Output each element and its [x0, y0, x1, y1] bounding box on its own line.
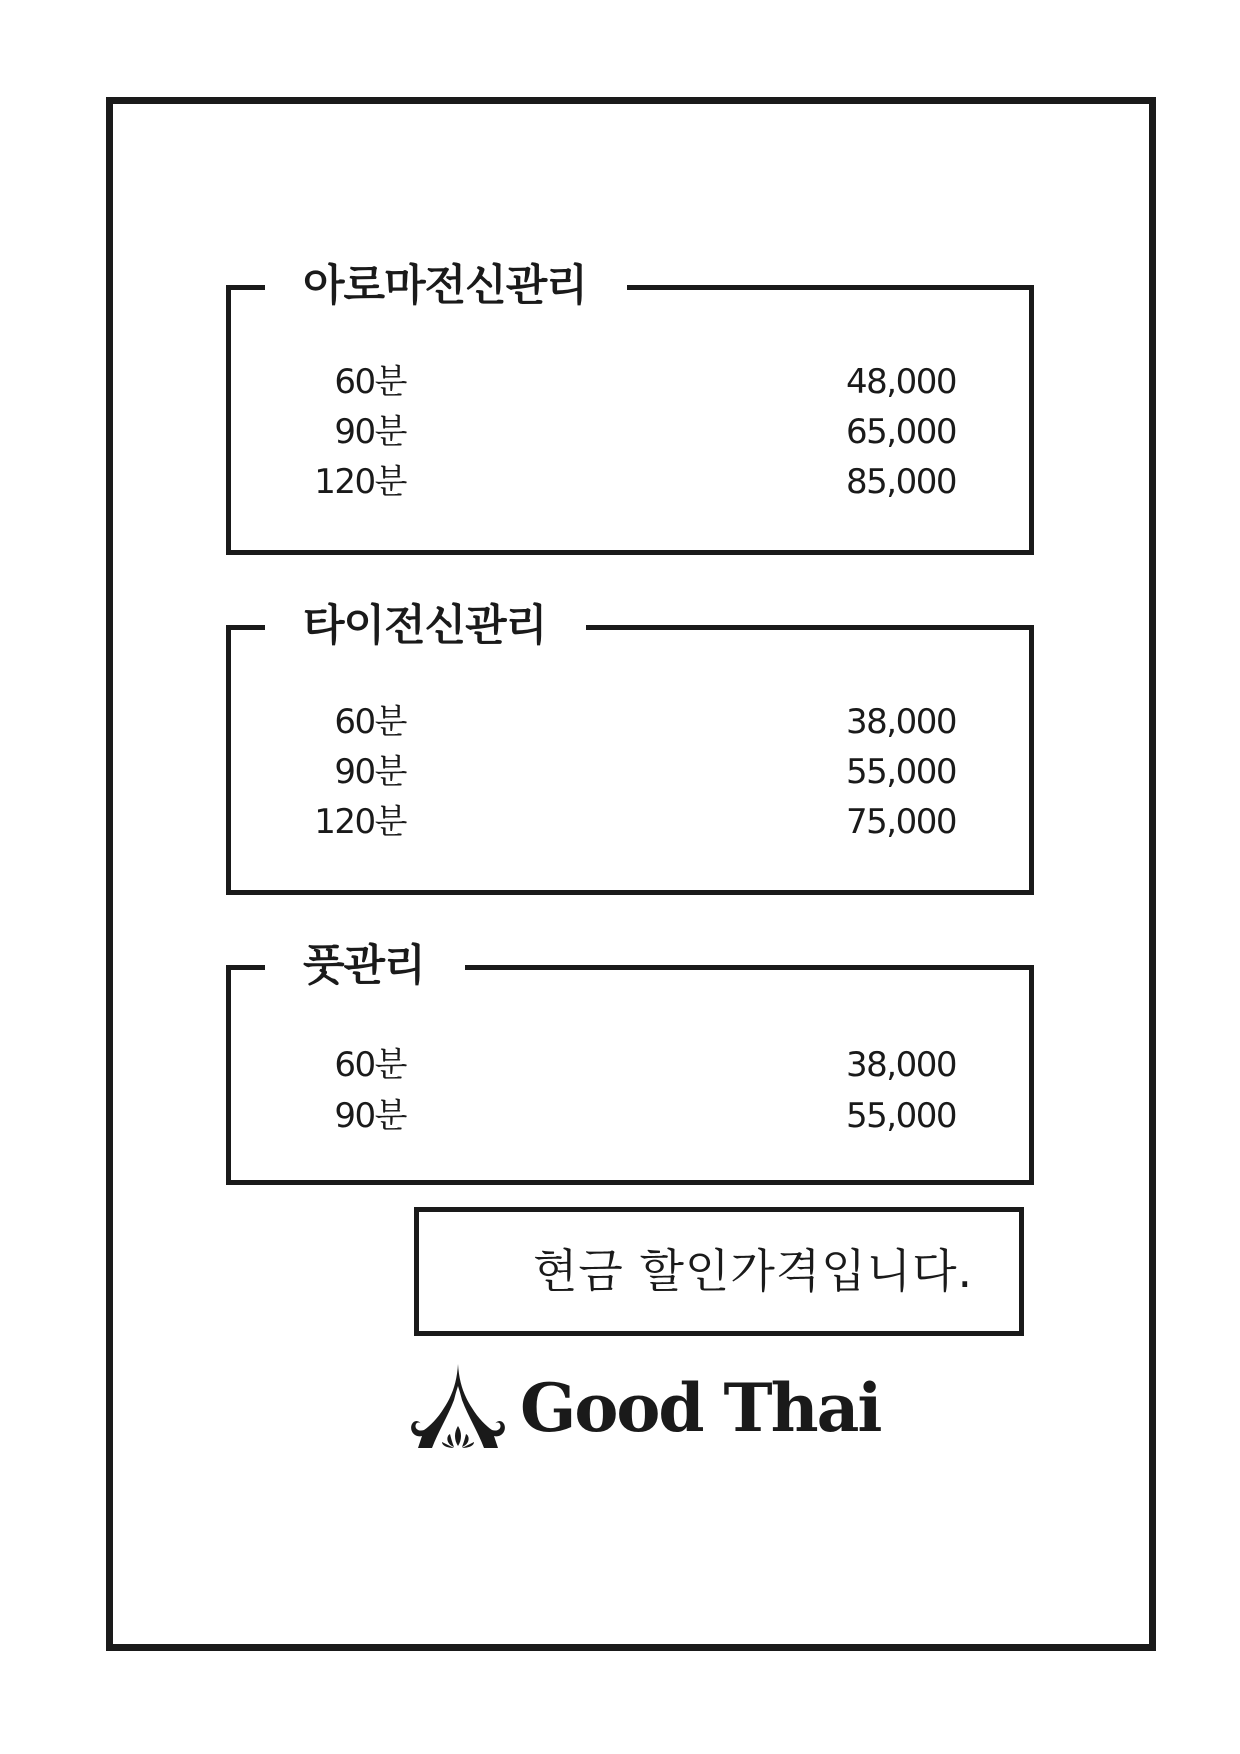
price-value: 55,000 [846, 1096, 956, 1136]
price-value: 48,000 [846, 362, 956, 402]
price-value: 75,000 [846, 802, 956, 842]
duration-label: 120분 [314, 802, 406, 842]
price-row [231, 407, 1029, 457]
price-row [231, 697, 1029, 747]
section-thai-full-body [226, 601, 1034, 895]
section-aroma-full-body [226, 261, 1034, 555]
section-title: 풋관리 [265, 936, 465, 996]
thai-roof-lotus-icon [408, 1362, 508, 1450]
price-row [231, 797, 1029, 847]
notice-text: 현금 할인가격입니다. [533, 1244, 974, 1298]
price-value: 55,000 [846, 752, 956, 792]
duration-label: 60분 [334, 702, 406, 742]
price-row [231, 1091, 1029, 1141]
price-value: 65,000 [846, 412, 956, 452]
cash-discount-notice [414, 1207, 1024, 1336]
price-value: 38,000 [846, 1045, 956, 1085]
price-row [231, 747, 1029, 797]
price-row [231, 1040, 1029, 1090]
section-title: 타이전신관리 [265, 596, 586, 656]
brand-logo [408, 1360, 881, 1460]
duration-label: 60분 [334, 1045, 406, 1085]
price-row [231, 357, 1029, 407]
price-row [231, 457, 1029, 507]
section-foot-care [226, 941, 1034, 1185]
duration-label: 90분 [334, 752, 406, 792]
section-title: 아로마전신관리 [265, 256, 627, 316]
duration-label: 60분 [334, 362, 406, 402]
duration-label: 90분 [334, 1096, 406, 1136]
price-value: 38,000 [846, 702, 956, 742]
logo-text: Good Thai [520, 1369, 881, 1447]
price-value: 85,000 [846, 462, 956, 502]
duration-label: 90분 [334, 412, 406, 452]
duration-label: 120분 [314, 462, 406, 502]
